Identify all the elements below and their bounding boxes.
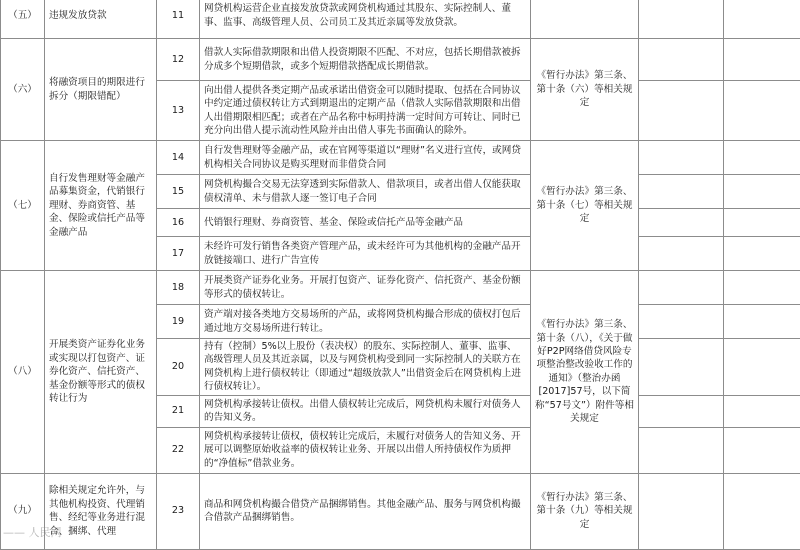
blank-cell bbox=[724, 339, 800, 396]
item-sequence: （五） bbox=[1, 0, 45, 39]
item-sequence: （九） bbox=[1, 473, 45, 549]
item-description: 网贷机构运营企业直接发放贷款或网贷机构通过其股东、实际控制人、董事、监事、高级管理人员、公司员工及其近亲属等发放贷款。 bbox=[200, 0, 531, 39]
blank-cell bbox=[724, 271, 800, 305]
violation-category: 除相关规定允许外，与其他机构投资、代理销售、经纪等业务进行混合、捆绑、代理 bbox=[45, 473, 157, 549]
item-description: 资产端对接各类地方交易场所的产品，或将网贷机构撮合形成的债权打包后通过地方交易场所进行转让。 bbox=[200, 305, 531, 339]
watermark: —— 人民网 bbox=[3, 524, 62, 540]
item-number: 21 bbox=[157, 395, 200, 427]
blank-cell bbox=[639, 339, 724, 396]
regulatory-basis: 《暂行办法》第三条、第十条（八），《关于做好P2P网络借贷风险专项整治整改验收工作的通知》（整治办函[2017]57号，以下简称“57号文”）附件等相关规定 bbox=[531, 271, 639, 474]
item-number: 20 bbox=[157, 339, 200, 396]
table-row bbox=[1, 39, 800, 81]
item-sequence: （七） bbox=[1, 141, 45, 271]
regulatory-basis: 《暂行办法》第三条、第十条（六）等相关规定 bbox=[531, 39, 639, 141]
item-description: 向出借人提供各类定期产品或承诺出借资金可以随时提取、包括在合同协议中约定通过债权转让方式到期退出的定期产品（借款人实际借款期限和出借人出借期限相匹配；或者在产品名称中标明持满一定时间方可转让、同时已充分向出借人提示流动性风险并由出借人事先书面确认的除外。 bbox=[200, 81, 531, 141]
regulatory-basis bbox=[531, 0, 639, 39]
item-description: 持有（控制）5%以上股份（表决权）的股东、实际控制人、董事、监事、高级管理人员及其近亲属，以及与网贷机构受到同一实际控制人的关联方在网贷机构上进行债权转让（即通过“超级放款人”出借资金后在网贷机构上进行债权转让）。 bbox=[200, 339, 531, 396]
item-number: 14 bbox=[157, 141, 200, 175]
blank-cell bbox=[639, 0, 724, 39]
item-number: 12 bbox=[157, 39, 200, 81]
blank-cell bbox=[639, 141, 724, 175]
violation-category: 自行发售理财等金融产品募集资金，代销银行理财、券商资管、基金、保险或信托产品等金融产品 bbox=[45, 141, 157, 271]
blank-cell bbox=[639, 473, 724, 549]
blank-cell bbox=[639, 209, 724, 237]
blank-cell bbox=[724, 427, 800, 473]
item-description: 自行发售理财等金融产品，或在官网等渠道以“理财”名义进行宣传，或网贷机构相关合同协议是购买理财而非借贷合同 bbox=[200, 141, 531, 175]
blank-cell bbox=[724, 395, 800, 427]
item-number: 13 bbox=[157, 81, 200, 141]
item-description: 网贷机构承接转让债权，债权转让完成后，未履行对债务人的告知义务、开展可以调整原始收益率的债权转让业务、开展以出借人所持债权作为质押的“净值标”借款业务。 bbox=[200, 427, 531, 473]
blank-cell bbox=[639, 39, 724, 81]
item-number: 18 bbox=[157, 271, 200, 305]
blank-cell bbox=[724, 141, 800, 175]
table-row bbox=[1, 271, 800, 305]
item-number: 19 bbox=[157, 305, 200, 339]
item-number: 16 bbox=[157, 209, 200, 237]
violation-category: 将融资项目的期限进行拆分（期限错配） bbox=[45, 39, 157, 141]
blank-cell bbox=[724, 209, 800, 237]
blank-cell bbox=[724, 473, 800, 549]
item-description: 借款人实际借款期限和出借人投资期限不匹配、不对应，包括长期借款被拆分成多个短期借款，或多个短期借款搭配成长期借款。 bbox=[200, 39, 531, 81]
item-description: 开展类资产证券化业务。开展打包资产、证券化资产、信托资产、基金份额等形式的债权转让。 bbox=[200, 271, 531, 305]
blank-cell bbox=[724, 305, 800, 339]
table-row bbox=[1, 141, 800, 175]
blank-cell bbox=[724, 39, 800, 81]
violation-category: 违规发放贷款 bbox=[45, 0, 157, 39]
blank-cell bbox=[639, 81, 724, 141]
item-number: 11 bbox=[157, 0, 200, 39]
blank-cell bbox=[724, 237, 800, 271]
blank-cell bbox=[639, 395, 724, 427]
blank-cell bbox=[639, 237, 724, 271]
blank-cell bbox=[639, 305, 724, 339]
item-number: 23 bbox=[157, 473, 200, 549]
violation-category: 开展类资产证券化业务或实现以打包资产、证券化资产、信托资产、基金份额等形式的债权转让行为 bbox=[45, 271, 157, 474]
table-row bbox=[1, 473, 800, 549]
regulatory-basis: 《暂行办法》第三条、第十条（九）等相关规定 bbox=[531, 473, 639, 549]
item-description: 代销银行理财、券商资管、基金、保险或信托产品等金融产品 bbox=[200, 209, 531, 237]
blank-cell bbox=[724, 0, 800, 39]
item-number: 17 bbox=[157, 237, 200, 271]
blank-cell bbox=[639, 175, 724, 209]
item-sequence: （六） bbox=[1, 39, 45, 141]
item-sequence: （八） bbox=[1, 271, 45, 474]
blank-cell bbox=[639, 271, 724, 305]
item-description: 网贷机构承接转让债权。出借人债权转让完成后，网贷机构未履行对债务人的告知义务。 bbox=[200, 395, 531, 427]
item-description: 商品和网贷机构撮合借贷产品捆绑销售。其他金融产品、服务与网贷机构撮合借款产品捆绑销售。 bbox=[200, 473, 531, 549]
item-description: 未经许可发行销售各类资产管理产品，或未经许可为其他机构的金融产品开放链接端口、进行广告宣传 bbox=[200, 237, 531, 271]
blank-cell bbox=[639, 427, 724, 473]
blank-cell bbox=[724, 175, 800, 209]
table-row bbox=[1, 0, 800, 39]
regulatory-basis: 《暂行办法》第三条、第十条（七）等相关规定 bbox=[531, 141, 639, 271]
item-number: 22 bbox=[157, 427, 200, 473]
item-number: 15 bbox=[157, 175, 200, 209]
item-description: 网贷机构撮合交易无法穿透到实际借款人、借款项目，或者出借人仅能获取债权清单、未与借款人逐一签订电子合同 bbox=[200, 175, 531, 209]
blank-cell bbox=[724, 81, 800, 141]
